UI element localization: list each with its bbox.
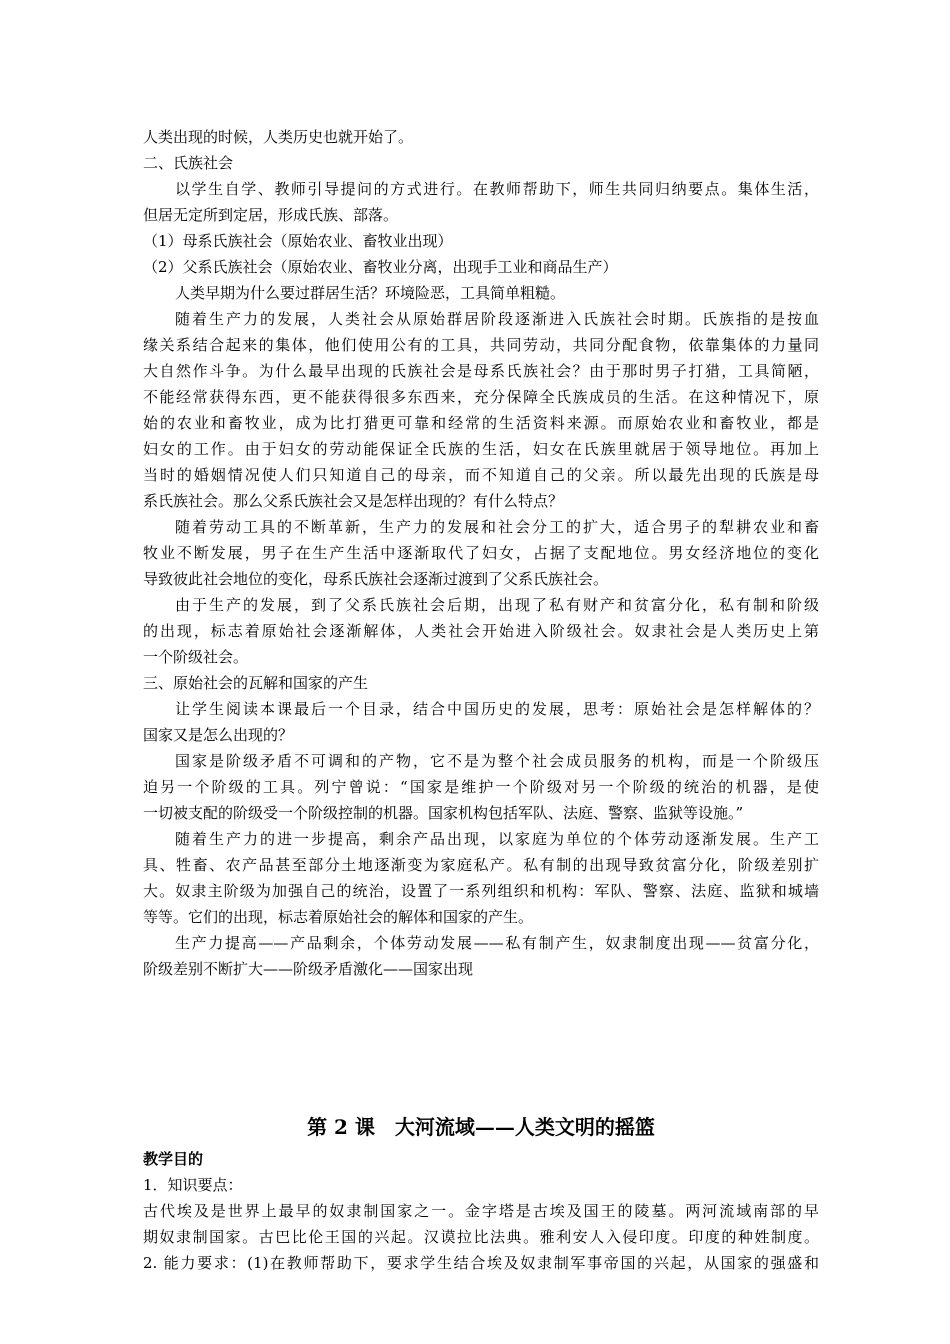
text-line: 系氏族社会。那么父系氏族社会又是怎样出现的？有什么特点？ [143, 492, 564, 510]
text-line: 国家又是怎么出现的？ [143, 726, 294, 744]
text-line: 由于生产的发展，到了父系氏族社会后期，出现了私有财产和贫富分化，私有制和阶级 [175, 596, 819, 614]
text-line: 具、牲畜、农产品甚至部分土地逐渐变为家庭私产。私有制的出现导致贫富分化，阶级差别扩 [143, 856, 819, 874]
text-line: 牧业不断发展，男子在生产生活中逐渐取代了妇女，占据了支配地位。男女经济地位的变化 [143, 544, 819, 562]
text-line: 始的农业和畜牧业，成为比打猎更可靠和经常的生活资料来源。而原始农业和畜牧业，都是 [143, 414, 819, 432]
body-text-section [143, 124, 819, 982]
text-line: 国家是阶级矛盾不可调和的产物，它不是为整个社会成员服务的机构，而是一个阶级压 [175, 752, 819, 770]
knowledge-section [143, 1198, 819, 1276]
knowledge-heading: 1．知识要点： [143, 1176, 243, 1194]
text-line: 随着劳动工具的不断革新，生产力的发展和社会分工的扩大，适合男子的犁耕农业和畜 [175, 518, 819, 536]
lesson-title: 第 2 课 大河流域——人类文明的摇篮 [307, 1115, 655, 1139]
text-line: （1）母系氏族社会（原始农业、畜牧业出现） [143, 232, 453, 250]
text-line: 大。奴隶主阶级为加强自己的统治，设置了一系列组织和机构：军队、警察、法庭、监狱和城墙 [143, 882, 819, 900]
text-line: 期奴隶制国家。古巴比伦王国的兴起。汉谟拉比法典。雅利安人入侵印度。印度的种姓制度。 [143, 1228, 819, 1246]
text-line: 生产力提高——产品剩余，个体劳动发展——私有制产生，奴隶制度出现——贫富分化， [175, 934, 819, 952]
text-line: 一切被支配的阶级受一个阶级控制的机器。国家机构包括军队、法庭、警察、监狱等设施。” [143, 804, 744, 822]
text-line: 二、氏族社会 [143, 154, 234, 172]
document-page [143, 124, 819, 1276]
text-line: 但居无定所到定居，形成氏族、部落。 [143, 206, 399, 224]
text-line: 阶级差别不断扩大——阶级矛盾激化——国家出现 [143, 960, 474, 978]
objectives-heading: 教学目的 [143, 1150, 204, 1168]
text-line: 三、原始社会的瓦解和国家的产生 [143, 674, 369, 692]
text-line: 当时的婚姻情况使人们只知道自己的母亲，而不知道自己的父亲。所以最先出现的氏族是母 [143, 466, 819, 484]
text-line: 一个阶级社会。 [143, 648, 249, 666]
text-line: 缘关系结合起来的集体，他们使用公有的工具，共同劳动，共同分配食物，依靠集体的力量同 [143, 336, 819, 354]
text-line: 让学生阅读本课最后一个目录，结合中国历史的发展，思考：原始社会是怎样解体的？ [175, 700, 819, 718]
text-line: （2）父系氏族社会（原始农业、畜牧业分离，出现手工业和商品生产） [143, 258, 618, 276]
text-line: 人类出现的时候，人类历史也就开始了。 [143, 128, 414, 146]
text-line: 等等。它们的出现，标志着原始社会的解体和国家的产生。 [143, 908, 534, 926]
text-line: 随着生产力的发展，人类社会从原始群居阶段逐渐进入氏族社会时期。氏族指的是按血 [175, 310, 819, 328]
text-line: 大自然作斗争。为什么最早出现的氏族社会是母系氏族社会？由于那时男子打猎，工具简陋， [143, 362, 819, 380]
text-line: 人类早期为什么要过群居生活？环境险恶，工具简单粗糙。 [175, 284, 566, 302]
text-line: 的出现，标志着原始社会逐渐解体，人类社会开始进入阶级社会。奴隶社会是人类历史上第 [143, 622, 819, 640]
text-line: 妇女的工作。由于妇女的劳动能保证全氏族的生活，妇女在氏族里就居于领导地位。再加上 [143, 440, 819, 458]
text-line: 不能经常获得东西，更不能获得很多东西来，充分保障全氏族成员的生活。在这种情况下，原 [143, 388, 819, 406]
text-line: 随着生产力的进一步提高，剩余产品出现，以家庭为单位的个体劳动逐渐发展。生产工 [175, 830, 819, 848]
text-line: 导致彼此社会地位的变化，母系氏族社会逐渐过渡到了父系氏族社会。 [143, 570, 609, 588]
text-line: 2. 能力要求：(1)在教师帮助下，要求学生结合埃及奴隶制军事帝国的兴起，从国家的强盛和 [143, 1254, 819, 1272]
text-line: 迫另一个阶级的工具。列宁曾说：“国家是维护一个阶级对另一个阶级的统治的机器，是使 [143, 778, 819, 796]
text-line: 古代埃及是世界上最早的奴隶制国家之一。金字塔是古埃及国王的陵墓。两河流域南部的早 [143, 1202, 819, 1220]
section-gap [143, 982, 819, 1112]
text-line: 以学生自学、教师引导提问的方式进行。在教师帮助下，师生共同归纳要点。集体生活， [175, 180, 819, 198]
